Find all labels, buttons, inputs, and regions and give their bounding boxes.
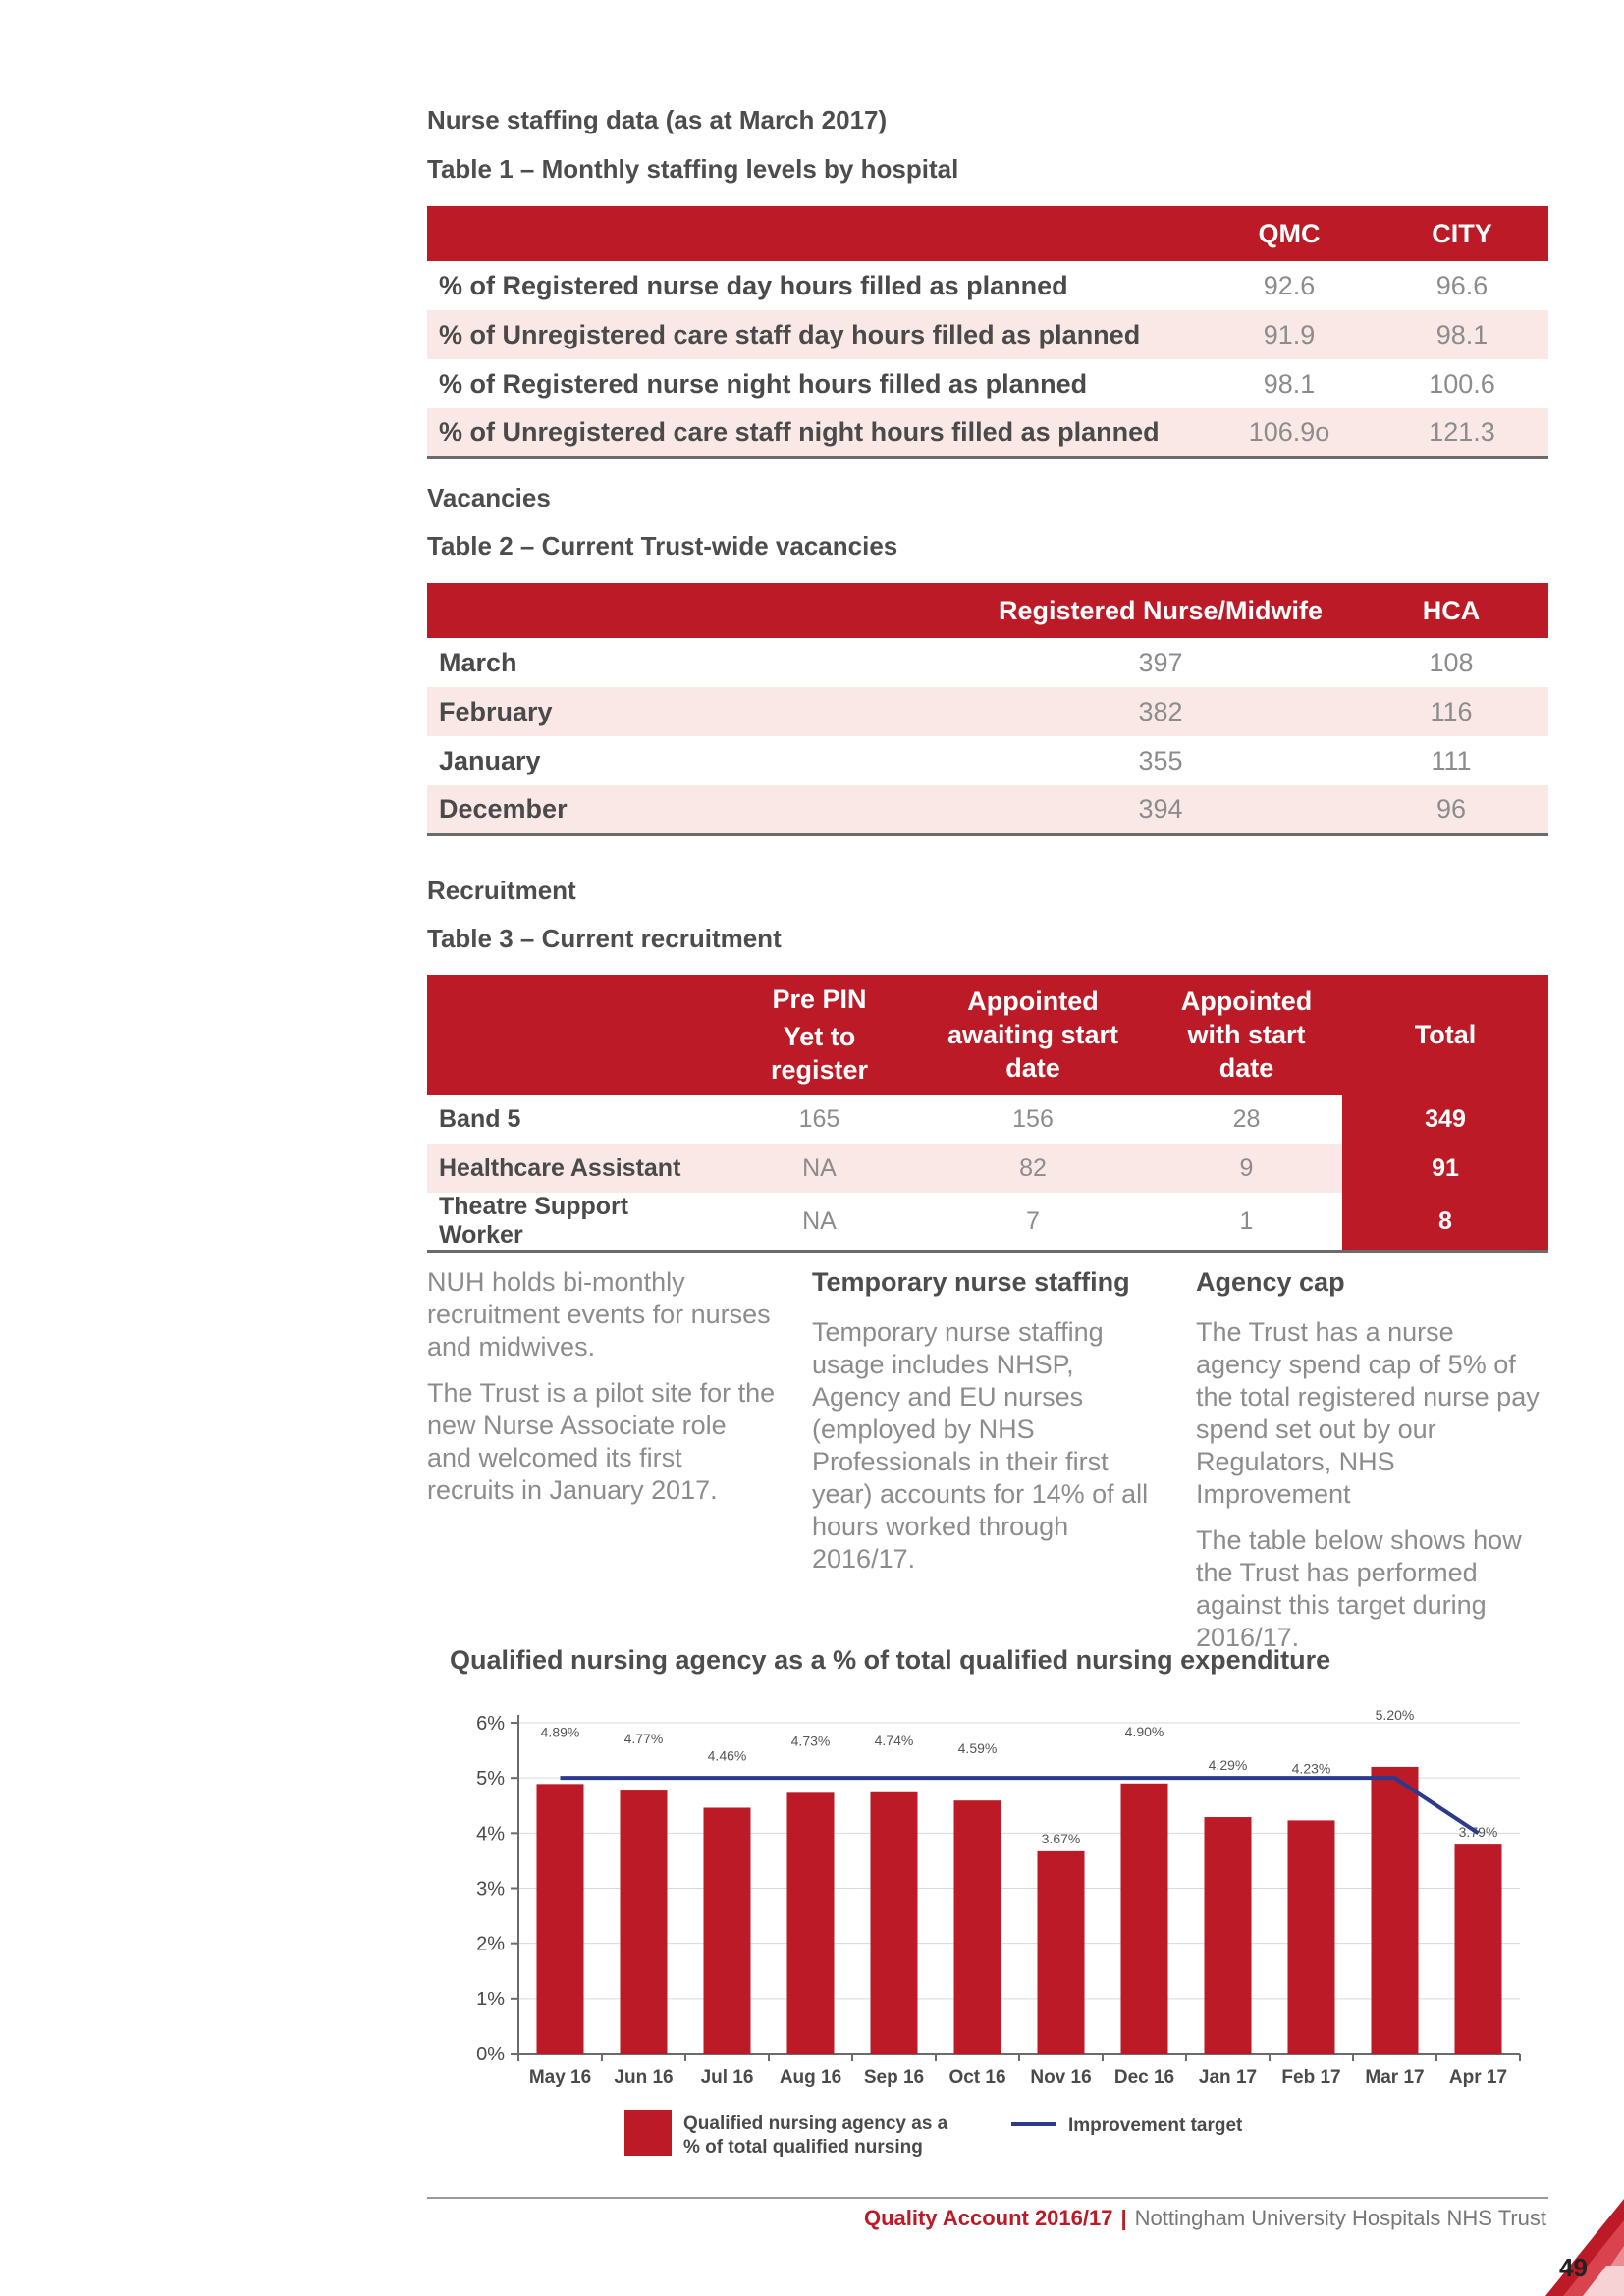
awaiting-value: 82 — [915, 1144, 1151, 1193]
row-label: February — [427, 687, 967, 736]
data-label: 5.20% — [1375, 1706, 1415, 1723]
rn-value: 355 — [1138, 745, 1183, 775]
table-recruitment — [427, 975, 1548, 1253]
data-label: 4.77% — [623, 1731, 664, 1747]
data-label: 4.89% — [540, 1724, 580, 1740]
total-value: 349 — [1342, 1095, 1548, 1144]
table-row — [427, 785, 1548, 834]
bar — [1121, 1784, 1168, 2054]
y-tick-label: 5% — [476, 1768, 505, 1790]
qmc-value: 98.1 — [1263, 368, 1316, 399]
header-pre-pin-line2: Yet to register — [770, 1022, 869, 1085]
header-pre-pin — [724, 975, 915, 1095]
header-with-start: Appointed with start date — [1151, 975, 1342, 1095]
y-tick-label: 0% — [476, 2044, 505, 2065]
x-tick-label: Jul 16 — [700, 2067, 754, 2088]
bar — [537, 1784, 584, 2054]
row-label: Theatre Support Worker — [439, 1193, 629, 1249]
section-heading-recruitment: Recruitment — [427, 876, 576, 905]
row-label: % of Unregistered care staff day hours filled as planned — [427, 310, 1203, 359]
footer-organisation: Nottingham University Hospitals NHS Trust — [1134, 2206, 1546, 2230]
rn-value: 394 — [967, 785, 1354, 834]
table-row — [427, 261, 1548, 310]
header-city: CITY — [1376, 206, 1548, 261]
row-label: Healthcare Assistant — [427, 1144, 724, 1193]
table-staffing-levels — [427, 206, 1548, 459]
target-line — [561, 1778, 1479, 1833]
table-row — [427, 310, 1548, 359]
qmc-value: 106.9o — [1203, 408, 1376, 457]
row-label: % of Unregistered care staff night hours filled as planned — [427, 408, 1203, 457]
table-row — [427, 1193, 1548, 1252]
hca-value: 116 — [1354, 687, 1548, 736]
data-label: 4.59% — [957, 1740, 998, 1757]
x-tick-label: Feb 17 — [1281, 2067, 1341, 2088]
x-tick-label: Mar 17 — [1365, 2067, 1425, 2088]
table-row — [427, 638, 1548, 687]
bar — [787, 1792, 835, 2054]
with-start-value: 28 — [1232, 1104, 1261, 1133]
city-value: 98.1 — [1376, 310, 1548, 359]
pre-pin-value: NA — [802, 1206, 837, 1235]
pre-pin-value: 165 — [798, 1104, 840, 1133]
awaiting-value: 156 — [1012, 1104, 1054, 1133]
table-vacancies — [427, 583, 1548, 836]
bar — [1372, 1767, 1419, 2054]
page-number: 49 — [1559, 2253, 1588, 2282]
table-header-row — [427, 583, 1548, 638]
column-temporary-staffing — [812, 1266, 1161, 1589]
bar — [621, 1790, 668, 2054]
table-row — [427, 1144, 1548, 1193]
x-tick-label: Apr 17 — [1448, 2067, 1508, 2088]
header-rn: Registered Nurse/Midwife — [967, 583, 1354, 638]
x-tick-label: Jan 17 — [1198, 2067, 1258, 2088]
bar — [954, 1800, 1001, 2054]
hca-value: 108 — [1429, 647, 1474, 677]
row-label: Band 5 — [439, 1104, 521, 1133]
table-row — [427, 736, 1548, 785]
header-blank — [427, 583, 967, 638]
column-agency-cap — [1196, 1266, 1544, 1668]
bar — [1038, 1851, 1085, 2054]
header-blank — [427, 975, 724, 1095]
footer-separator: | — [1120, 2206, 1127, 2230]
column-recruitment-events — [427, 1266, 776, 1521]
section-heading-vacancies: Vacancies — [427, 483, 551, 512]
y-tick-label: 3% — [476, 1878, 505, 1900]
x-tick-label: Sep 16 — [863, 2067, 925, 2088]
x-tick-label: Jun 16 — [614, 2067, 674, 2088]
table-row — [427, 687, 1548, 736]
row-label: % of Registered nurse night hours filled as planned — [439, 368, 1088, 399]
header-pre-pin-line1: Pre PIN — [772, 985, 867, 1014]
rn-value: 397 — [1138, 647, 1183, 677]
paragraph: The table below shows how the Trust has performed against this target during 2016/17. — [1196, 1525, 1522, 1652]
legend-bar-label-line1: Qualified nursing agency as a — [683, 2113, 948, 2134]
data-label: 4.73% — [790, 1733, 831, 1749]
city-value: 100.6 — [1429, 368, 1495, 399]
paragraph: The Trust is a pilot site for the new Nurse Associate role and welcomed its first recruits in January 2017. — [427, 1378, 776, 1505]
data-label: 3.67% — [1041, 1830, 1081, 1846]
bar — [871, 1792, 918, 2054]
footer-document-title: Quality Account 2016/17 — [863, 2206, 1113, 2230]
city-value: 96.6 — [1435, 270, 1489, 300]
paragraph: The Trust has a nurse agency spend cap of 5% of the total registered nurse pay spend set out by our Regulators, NHS Improvement — [1196, 1317, 1540, 1509]
rn-value: 382 — [967, 687, 1354, 736]
header-total: Total — [1342, 975, 1548, 1095]
x-tick-label: Nov 16 — [1030, 2067, 1092, 2088]
total-value: 91 — [1342, 1144, 1548, 1193]
table3-title: Table 3 – Current recruitment — [427, 924, 782, 953]
header-blank — [427, 206, 1203, 261]
table-row — [427, 359, 1548, 408]
y-tick-label: 2% — [476, 1933, 505, 1955]
table-header-row — [427, 206, 1548, 261]
with-start-value: 9 — [1151, 1144, 1342, 1193]
data-label: 4.29% — [1208, 1757, 1248, 1774]
row-label: December — [427, 785, 967, 834]
total-value: 8 — [1342, 1193, 1548, 1252]
legend-bar-label-line2: % of total qualified nursing — [683, 2137, 923, 2158]
header-qmc: QMC — [1203, 206, 1376, 261]
awaiting-value: 7 — [1026, 1206, 1040, 1235]
y-tick-label: 6% — [476, 1713, 505, 1735]
footer — [864, 2206, 1546, 2231]
city-value: 121.3 — [1376, 408, 1548, 457]
row-label: January — [439, 745, 541, 775]
bar — [1455, 1844, 1502, 2054]
y-tick-label: 1% — [476, 1988, 505, 2010]
row-label: % of Registered nurse day hours filled as planned — [439, 270, 1068, 300]
data-label: 4.90% — [1124, 1723, 1164, 1739]
row-label: March — [439, 647, 517, 677]
legend-bar-swatch — [624, 2110, 672, 2156]
section-heading-nurse-staffing: Nurse staffing data (as at March 2017) — [427, 105, 888, 134]
agency-expenditure-chart — [432, 1688, 1551, 2179]
chart-title: Qualified nursing agency as a % of total qualified nursing expenditure — [450, 1645, 1331, 1675]
qmc-value: 92.6 — [1263, 270, 1316, 300]
table1-title: Table 1 – Monthly staffing levels by hospital — [427, 154, 959, 184]
data-label: 4.23% — [1291, 1760, 1331, 1777]
table2-title: Table 2 – Current Trust-wide vacancies — [427, 531, 898, 561]
column-heading: Temporary nurse staffing — [812, 1267, 1130, 1297]
table-row — [427, 408, 1548, 457]
hca-value: 111 — [1431, 745, 1472, 775]
pre-pin-value: NA — [724, 1144, 915, 1193]
hca-value: 96 — [1354, 785, 1548, 834]
footer-divider — [427, 2197, 1548, 2199]
x-tick-label: Oct 16 — [948, 2067, 1006, 2088]
bar — [704, 1807, 751, 2054]
bar — [1288, 1820, 1335, 2054]
data-label: 3.79% — [1458, 1824, 1498, 1841]
x-tick-label: Dec 16 — [1113, 2067, 1175, 2088]
x-tick-label: Aug 16 — [779, 2067, 842, 2088]
with-start-value: 1 — [1239, 1206, 1254, 1235]
y-tick-label: 4% — [476, 1823, 505, 1845]
header-hca: HCA — [1354, 583, 1548, 638]
column-heading: Agency cap — [1196, 1267, 1345, 1297]
data-label: 4.74% — [874, 1732, 914, 1748]
paragraph: Temporary nurse staffing usage includes NHSP, Agency and EU nurses (employed by NHS Professionals in their first year) accounts for 14% of all hours worked through 2016/17. — [812, 1317, 1149, 1574]
header-awaiting-start: Appointed awaiting start date — [915, 975, 1151, 1095]
qmc-value: 91.9 — [1203, 310, 1376, 359]
table-row — [427, 1095, 1548, 1144]
bar — [1205, 1817, 1252, 2054]
x-tick-label: May 16 — [528, 2067, 592, 2088]
table-header-row — [427, 975, 1548, 1095]
data-label: 4.46% — [707, 1747, 747, 1764]
legend-line-label: Improvement target — [1068, 2115, 1243, 2136]
paragraph: NUH holds bi-monthly recruitment events for nurses and midwives. — [427, 1267, 771, 1362]
